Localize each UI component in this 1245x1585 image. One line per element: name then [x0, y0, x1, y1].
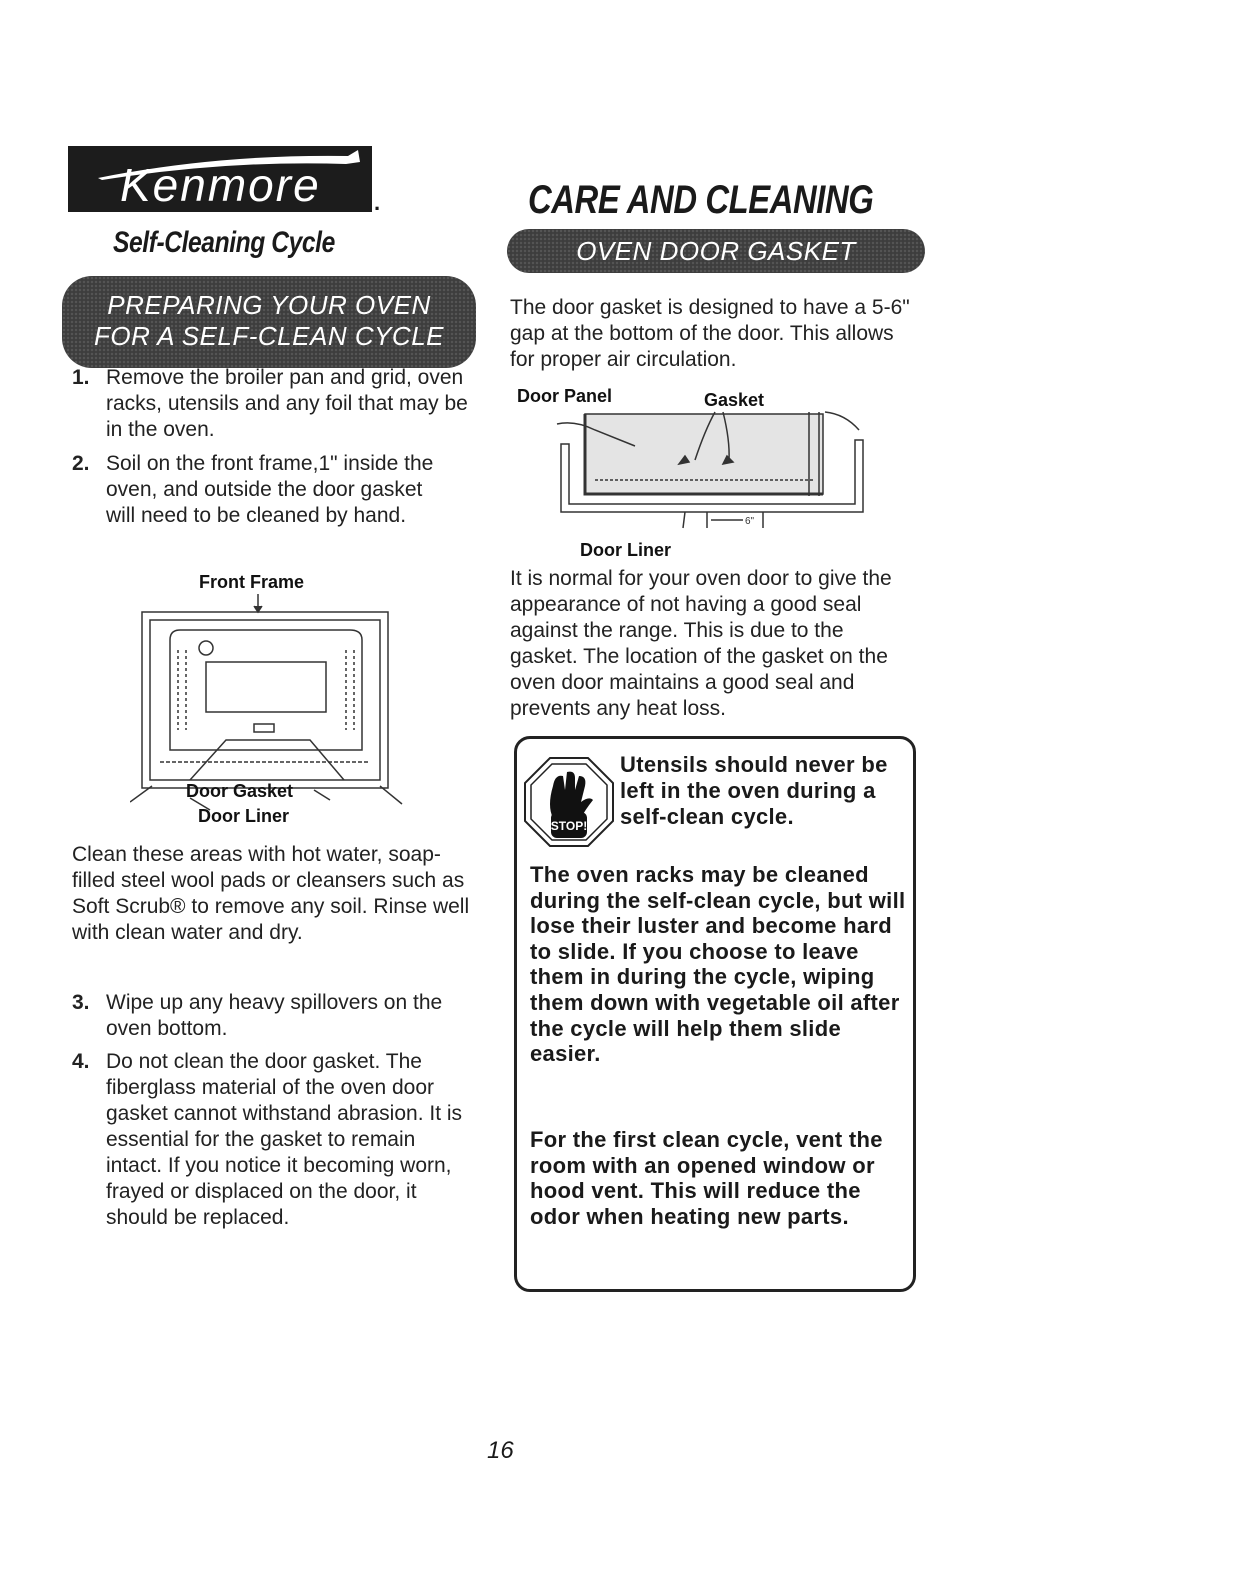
- label-door-liner-right: Door Liner: [580, 540, 672, 560]
- step-text: Wipe up any heavy spillovers on the oven bottom.: [106, 991, 443, 1040]
- page-number: 16: [487, 1437, 514, 1464]
- label-front-frame: Front Frame: [199, 572, 305, 592]
- step-number: 3.: [72, 991, 90, 1014]
- banner-line-2: FOR A SELF-CLEAN CYCLE: [93, 321, 445, 351]
- banner-oven-door-gasket: OVEN DOOR GASKET: [507, 229, 925, 273]
- door-gasket-diagram: [555, 400, 865, 540]
- dimension-label: 6": [745, 516, 755, 527]
- warning-vent-paragraph: For the first clean cycle, vent the room with an opened window or hood vent. This will reduce the odor when heating new parts.: [530, 1127, 883, 1229]
- step-text: Soil on the front frame,1" inside the oven, and outside the door gasket will need to be cleaned by hand.: [106, 452, 434, 527]
- list-item-step-3: [72, 990, 472, 1042]
- banner-preparing-oven: [62, 276, 476, 368]
- logo-dot: .: [374, 190, 381, 215]
- gasket-intro: The door gasket is designed to have a 5-6" gap at the bottom of the door. This allows for proper air circulation.: [510, 296, 910, 371]
- kenmore-logo: [68, 146, 372, 212]
- step-text: Remove the broiler pan and grid, oven racks, utensils and any foil that may be in the oven.: [106, 366, 468, 441]
- label-door-panel: Door Panel: [517, 386, 613, 406]
- warning-racks-paragraph: The oven racks may be cleaned during the self-clean cycle, but will lose their luster and become hard to slide. If you choose to leave them in during the cycle, wiping them down with vegetable oil after the cycle will help them slide easier.: [530, 862, 906, 1067]
- step-number: 2.: [72, 452, 90, 475]
- section-title-self-cleaning: Self-Cleaning Cycle: [113, 226, 335, 259]
- list-item-step-4: [72, 1049, 472, 1231]
- stop-sign-icon: [523, 756, 615, 848]
- step-text: Do not clean the door gasket. The fiberglass material of the oven door gasket cannot withstand abrasion. It is essential for the gasket to remain intact. If you notice it becoming worn, frayed or displaced on the door, it should be replaced.: [106, 1050, 463, 1229]
- gasket-normal-text: It is normal for your oven door to give the appearance of not having a good seal against the range. This is due to the gasket. The location of the gasket on the oven door maintains a good seal and prevents any heat loss.: [510, 567, 892, 720]
- banner-line-1: PREPARING YOUR OVEN: [107, 290, 431, 320]
- logo-wordmark: Kenmore: [120, 159, 321, 211]
- warning-headline: Utensils should never be left in the oven during a self-clean cycle.: [620, 752, 888, 829]
- label-door-liner-left: Door Liner: [198, 806, 290, 826]
- clean-instructions: Clean these areas with hot water, soap-filled steel wool pads or cleansers such as Soft Scrub® to remove any soil. Rinse well with clean water and dry.: [72, 843, 470, 944]
- list-item-step-1: [72, 365, 472, 443]
- step-number: 4.: [72, 1050, 90, 1073]
- list-item-step-2: [72, 451, 472, 529]
- stop-label: STOP!: [550, 819, 588, 833]
- step-number: 1.: [72, 366, 90, 389]
- label-door-gasket-left: Door Gasket: [186, 781, 294, 801]
- label-gasket: Gasket: [704, 390, 765, 410]
- page-title: CARE AND CLEANING: [528, 178, 874, 222]
